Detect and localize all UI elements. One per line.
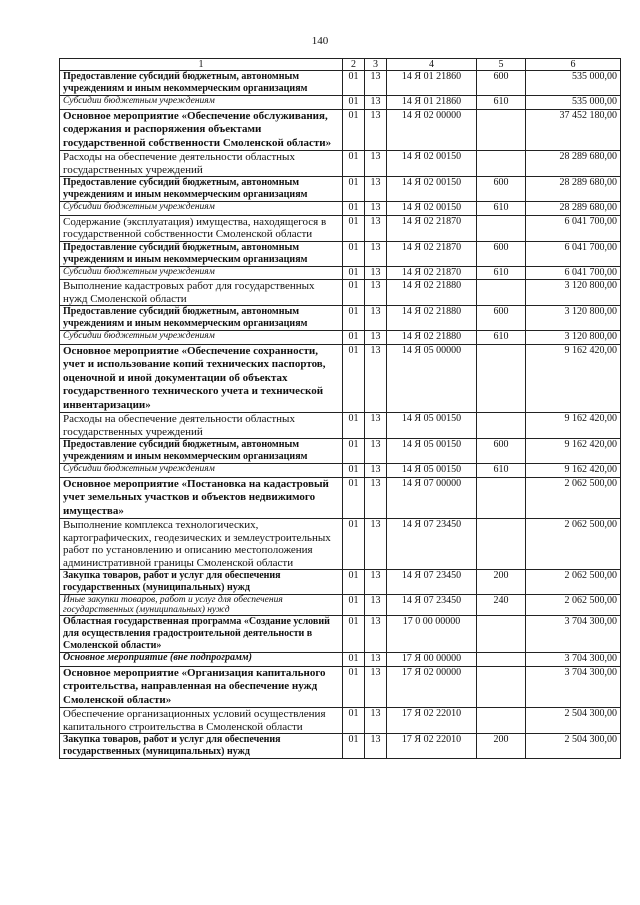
row-amount: 3 704 300,00 [526, 616, 621, 653]
row-amount: 2 062 500,00 [526, 570, 621, 595]
row-description: Предоставление субсидий бюджетным, автономным учреждениям и иным некоммерческим организациям [60, 241, 343, 266]
row-target-article-code: 14 Я 02 21880 [387, 306, 477, 331]
row-section-code: 01 [343, 241, 365, 266]
row-description: Расходы на обеспечение деятельности областных государственных учреждений [60, 151, 343, 177]
row-description: Предоставление субсидий бюджетным, автономным учреждениям и иным некоммерческим организациям [60, 71, 343, 96]
row-section-code: 01 [343, 464, 365, 478]
row-amount: 2 504 300,00 [526, 708, 621, 734]
row-subsection-code: 13 [365, 177, 387, 202]
budget-table [59, 58, 621, 759]
row-target-article-code: 14 Я 02 00150 [387, 177, 477, 202]
row-expense-type-code [477, 151, 526, 177]
row-section-code: 01 [343, 151, 365, 177]
row-expense-type-code [477, 413, 526, 439]
table-row [60, 241, 621, 266]
row-amount: 9 162 420,00 [526, 413, 621, 439]
table-row [60, 734, 621, 759]
row-amount: 9 162 420,00 [526, 344, 621, 413]
table-row [60, 708, 621, 734]
row-target-article-code: 14 Я 05 00150 [387, 464, 477, 478]
table-row [60, 177, 621, 202]
row-expense-type-code: 610 [477, 464, 526, 478]
table-row [60, 616, 621, 653]
row-expense-type-code [477, 344, 526, 413]
row-subsection-code: 13 [365, 413, 387, 439]
row-subsection-code: 13 [365, 595, 387, 616]
row-amount: 28 289 680,00 [526, 202, 621, 216]
row-description: Расходы на обеспечение деятельности областных государственных учреждений [60, 413, 343, 439]
row-target-article-code: 14 Я 01 21860 [387, 71, 477, 96]
table-row [60, 477, 621, 519]
row-amount: 2 062 500,00 [526, 477, 621, 519]
row-section-code: 01 [343, 215, 365, 241]
row-subsection-code: 13 [365, 109, 387, 151]
row-amount: 2 062 500,00 [526, 519, 621, 570]
table-row [60, 280, 621, 306]
row-amount: 37 452 180,00 [526, 109, 621, 151]
row-section-code: 01 [343, 71, 365, 96]
row-description: Выполнение комплекса технологических, картографических, геодезических и землеустроительных работ по установлению и описанию местоположения административной границы Смоленской области [60, 519, 343, 570]
row-expense-type-code [477, 519, 526, 570]
row-expense-type-code [477, 653, 526, 667]
table-row [60, 331, 621, 345]
row-description: Субсидии бюджетным учреждениям [60, 96, 343, 110]
row-expense-type-code: 610 [477, 331, 526, 345]
row-target-article-code: 14 Я 05 00000 [387, 344, 477, 413]
row-section-code: 01 [343, 413, 365, 439]
row-expense-type-code [477, 616, 526, 653]
table-row [60, 595, 621, 616]
row-amount: 535 000,00 [526, 96, 621, 110]
row-subsection-code: 13 [365, 151, 387, 177]
row-subsection-code: 13 [365, 519, 387, 570]
row-description: Субсидии бюджетным учреждениям [60, 464, 343, 478]
row-subsection-code: 13 [365, 477, 387, 519]
row-description: Субсидии бюджетным учреждениям [60, 266, 343, 280]
row-expense-type-code [477, 215, 526, 241]
row-target-article-code: 14 Я 05 00150 [387, 439, 477, 464]
row-expense-type-code [477, 666, 526, 708]
row-target-article-code: 14 Я 02 21880 [387, 280, 477, 306]
column-header: 5 [477, 59, 526, 71]
row-subsection-code: 13 [365, 266, 387, 280]
row-section-code: 01 [343, 96, 365, 110]
row-target-article-code: 14 Я 02 00150 [387, 151, 477, 177]
column-header: 6 [526, 59, 621, 71]
row-amount: 6 041 700,00 [526, 266, 621, 280]
row-expense-type-code: 600 [477, 241, 526, 266]
row-expense-type-code [477, 477, 526, 519]
row-target-article-code: 14 Я 01 21860 [387, 96, 477, 110]
row-target-article-code: 14 Я 02 21870 [387, 215, 477, 241]
row-amount: 3 120 800,00 [526, 331, 621, 345]
row-description: Предоставление субсидий бюджетным, автономным учреждениям и иным некоммерческим организациям [60, 177, 343, 202]
column-header: 3 [365, 59, 387, 71]
row-expense-type-code: 610 [477, 202, 526, 216]
row-description: Предоставление субсидий бюджетным, автономным учреждениям и иным некоммерческим организациям [60, 439, 343, 464]
row-description: Основное мероприятие «Обеспечение обслуживания, содержания и распоряжения объектами государственной собственности Смоленской области» [60, 109, 343, 151]
row-section-code: 01 [343, 202, 365, 216]
row-section-code: 01 [343, 595, 365, 616]
row-target-article-code: 17 Я 02 22010 [387, 734, 477, 759]
row-amount: 9 162 420,00 [526, 464, 621, 478]
row-subsection-code: 13 [365, 464, 387, 478]
row-section-code: 01 [343, 177, 365, 202]
row-description: Предоставление субсидий бюджетным, автономным учреждениям и иным некоммерческим организациям [60, 306, 343, 331]
row-target-article-code: 14 Я 07 00000 [387, 477, 477, 519]
row-expense-type-code: 600 [477, 306, 526, 331]
row-amount: 28 289 680,00 [526, 151, 621, 177]
row-description: Иные закупки товаров, работ и услуг для обеспечения государственных (муниципальных) нужд [60, 595, 343, 616]
row-amount: 3 704 300,00 [526, 666, 621, 708]
row-description: Закупка товаров, работ и услуг для обеспечения государственных (муниципальных) нужд [60, 570, 343, 595]
table-row [60, 344, 621, 413]
row-subsection-code: 13 [365, 241, 387, 266]
row-target-article-code: 17 Я 00 00000 [387, 653, 477, 667]
row-section-code: 01 [343, 708, 365, 734]
row-section-code: 01 [343, 280, 365, 306]
row-expense-type-code: 600 [477, 177, 526, 202]
row-description: Субсидии бюджетным учреждениям [60, 331, 343, 345]
row-target-article-code: 14 Я 07 23450 [387, 570, 477, 595]
row-subsection-code: 13 [365, 306, 387, 331]
table-row [60, 109, 621, 151]
row-description: Содержание (эксплуатация) имущества, находящегося в государственной собственности Смоленской области [60, 215, 343, 241]
row-target-article-code: 14 Я 02 21870 [387, 241, 477, 266]
row-expense-type-code: 610 [477, 96, 526, 110]
row-amount: 2 504 300,00 [526, 734, 621, 759]
row-target-article-code: 14 Я 02 21880 [387, 331, 477, 345]
table-row [60, 215, 621, 241]
row-subsection-code: 13 [365, 653, 387, 667]
row-target-article-code: 17 0 00 00000 [387, 616, 477, 653]
row-section-code: 01 [343, 109, 365, 151]
row-subsection-code: 13 [365, 280, 387, 306]
row-description: Обеспечение организационных условий осуществления капитального строительства в Смоленской области [60, 708, 343, 734]
row-target-article-code: 14 Я 02 00150 [387, 202, 477, 216]
row-subsection-code: 13 [365, 202, 387, 216]
row-subsection-code: 13 [365, 215, 387, 241]
row-section-code: 01 [343, 734, 365, 759]
row-expense-type-code: 600 [477, 71, 526, 96]
row-amount: 3 120 800,00 [526, 280, 621, 306]
row-amount: 3 704 300,00 [526, 653, 621, 667]
column-header: 4 [387, 59, 477, 71]
table-row [60, 519, 621, 570]
row-description: Основное мероприятие «Постановка на кадастровый учет земельных участков и объектов недвижимого имущества» [60, 477, 343, 519]
row-section-code: 01 [343, 331, 365, 345]
row-amount: 3 120 800,00 [526, 306, 621, 331]
row-expense-type-code: 200 [477, 570, 526, 595]
table-row [60, 653, 621, 667]
row-section-code: 01 [343, 306, 365, 331]
table-row [60, 464, 621, 478]
row-subsection-code: 13 [365, 344, 387, 413]
row-description: Субсидии бюджетным учреждениям [60, 202, 343, 216]
row-amount: 2 062 500,00 [526, 595, 621, 616]
row-subsection-code: 13 [365, 666, 387, 708]
row-subsection-code: 13 [365, 734, 387, 759]
row-description: Областная государственная программа «Создание условий для осуществления градостроительной деятельности в Смоленской области» [60, 616, 343, 653]
row-description: Основное мероприятие «Организация капитального строительства, направленная на обеспечение нужд Смоленской области» [60, 666, 343, 708]
column-header: 1 [60, 59, 343, 71]
table-header-row [60, 59, 621, 71]
row-expense-type-code: 600 [477, 439, 526, 464]
row-target-article-code: 14 Я 02 21870 [387, 266, 477, 280]
row-subsection-code: 13 [365, 616, 387, 653]
table-row [60, 202, 621, 216]
table-row [60, 413, 621, 439]
row-section-code: 01 [343, 266, 365, 280]
row-section-code: 01 [343, 344, 365, 413]
table-row [60, 96, 621, 110]
table-row [60, 439, 621, 464]
row-description: Выполнение кадастровых работ для государственных нужд Смоленской области [60, 280, 343, 306]
row-subsection-code: 13 [365, 708, 387, 734]
row-target-article-code: 14 Я 05 00150 [387, 413, 477, 439]
row-target-article-code: 14 Я 07 23450 [387, 519, 477, 570]
page-number: 140 [311, 35, 329, 47]
table-row [60, 266, 621, 280]
row-section-code: 01 [343, 653, 365, 667]
table-row [60, 71, 621, 96]
row-description: Основное мероприятие «Обеспечение сохранности, учет и использование копий технических паспортов, оценочной и иной документации об объектах государственного технического учета и технической инвентаризации» [60, 344, 343, 413]
row-section-code: 01 [343, 666, 365, 708]
row-amount: 9 162 420,00 [526, 439, 621, 464]
row-subsection-code: 13 [365, 331, 387, 345]
row-expense-type-code [477, 109, 526, 151]
row-subsection-code: 13 [365, 96, 387, 110]
row-amount: 6 041 700,00 [526, 215, 621, 241]
row-description: Основное мероприятие (вне подпрограмм) [60, 653, 343, 667]
row-expense-type-code: 200 [477, 734, 526, 759]
row-section-code: 01 [343, 570, 365, 595]
row-section-code: 01 [343, 439, 365, 464]
row-target-article-code: 17 Я 02 22010 [387, 708, 477, 734]
table-row [60, 151, 621, 177]
row-subsection-code: 13 [365, 439, 387, 464]
table-row [60, 666, 621, 708]
row-target-article-code: 14 Я 02 00000 [387, 109, 477, 151]
row-subsection-code: 13 [365, 570, 387, 595]
row-description: Закупка товаров, работ и услуг для обеспечения государственных (муниципальных) нужд [60, 734, 343, 759]
row-amount: 28 289 680,00 [526, 177, 621, 202]
row-amount: 6 041 700,00 [526, 241, 621, 266]
table-body [60, 71, 621, 759]
row-expense-type-code [477, 708, 526, 734]
row-target-article-code: 17 Я 02 00000 [387, 666, 477, 708]
row-section-code: 01 [343, 477, 365, 519]
row-amount: 535 000,00 [526, 71, 621, 96]
row-expense-type-code: 610 [477, 266, 526, 280]
table-row [60, 570, 621, 595]
column-header: 2 [343, 59, 365, 71]
row-expense-type-code: 240 [477, 595, 526, 616]
row-section-code: 01 [343, 519, 365, 570]
row-expense-type-code [477, 280, 526, 306]
row-subsection-code: 13 [365, 71, 387, 96]
row-target-article-code: 14 Я 07 23450 [387, 595, 477, 616]
row-section-code: 01 [343, 616, 365, 653]
table-row [60, 306, 621, 331]
